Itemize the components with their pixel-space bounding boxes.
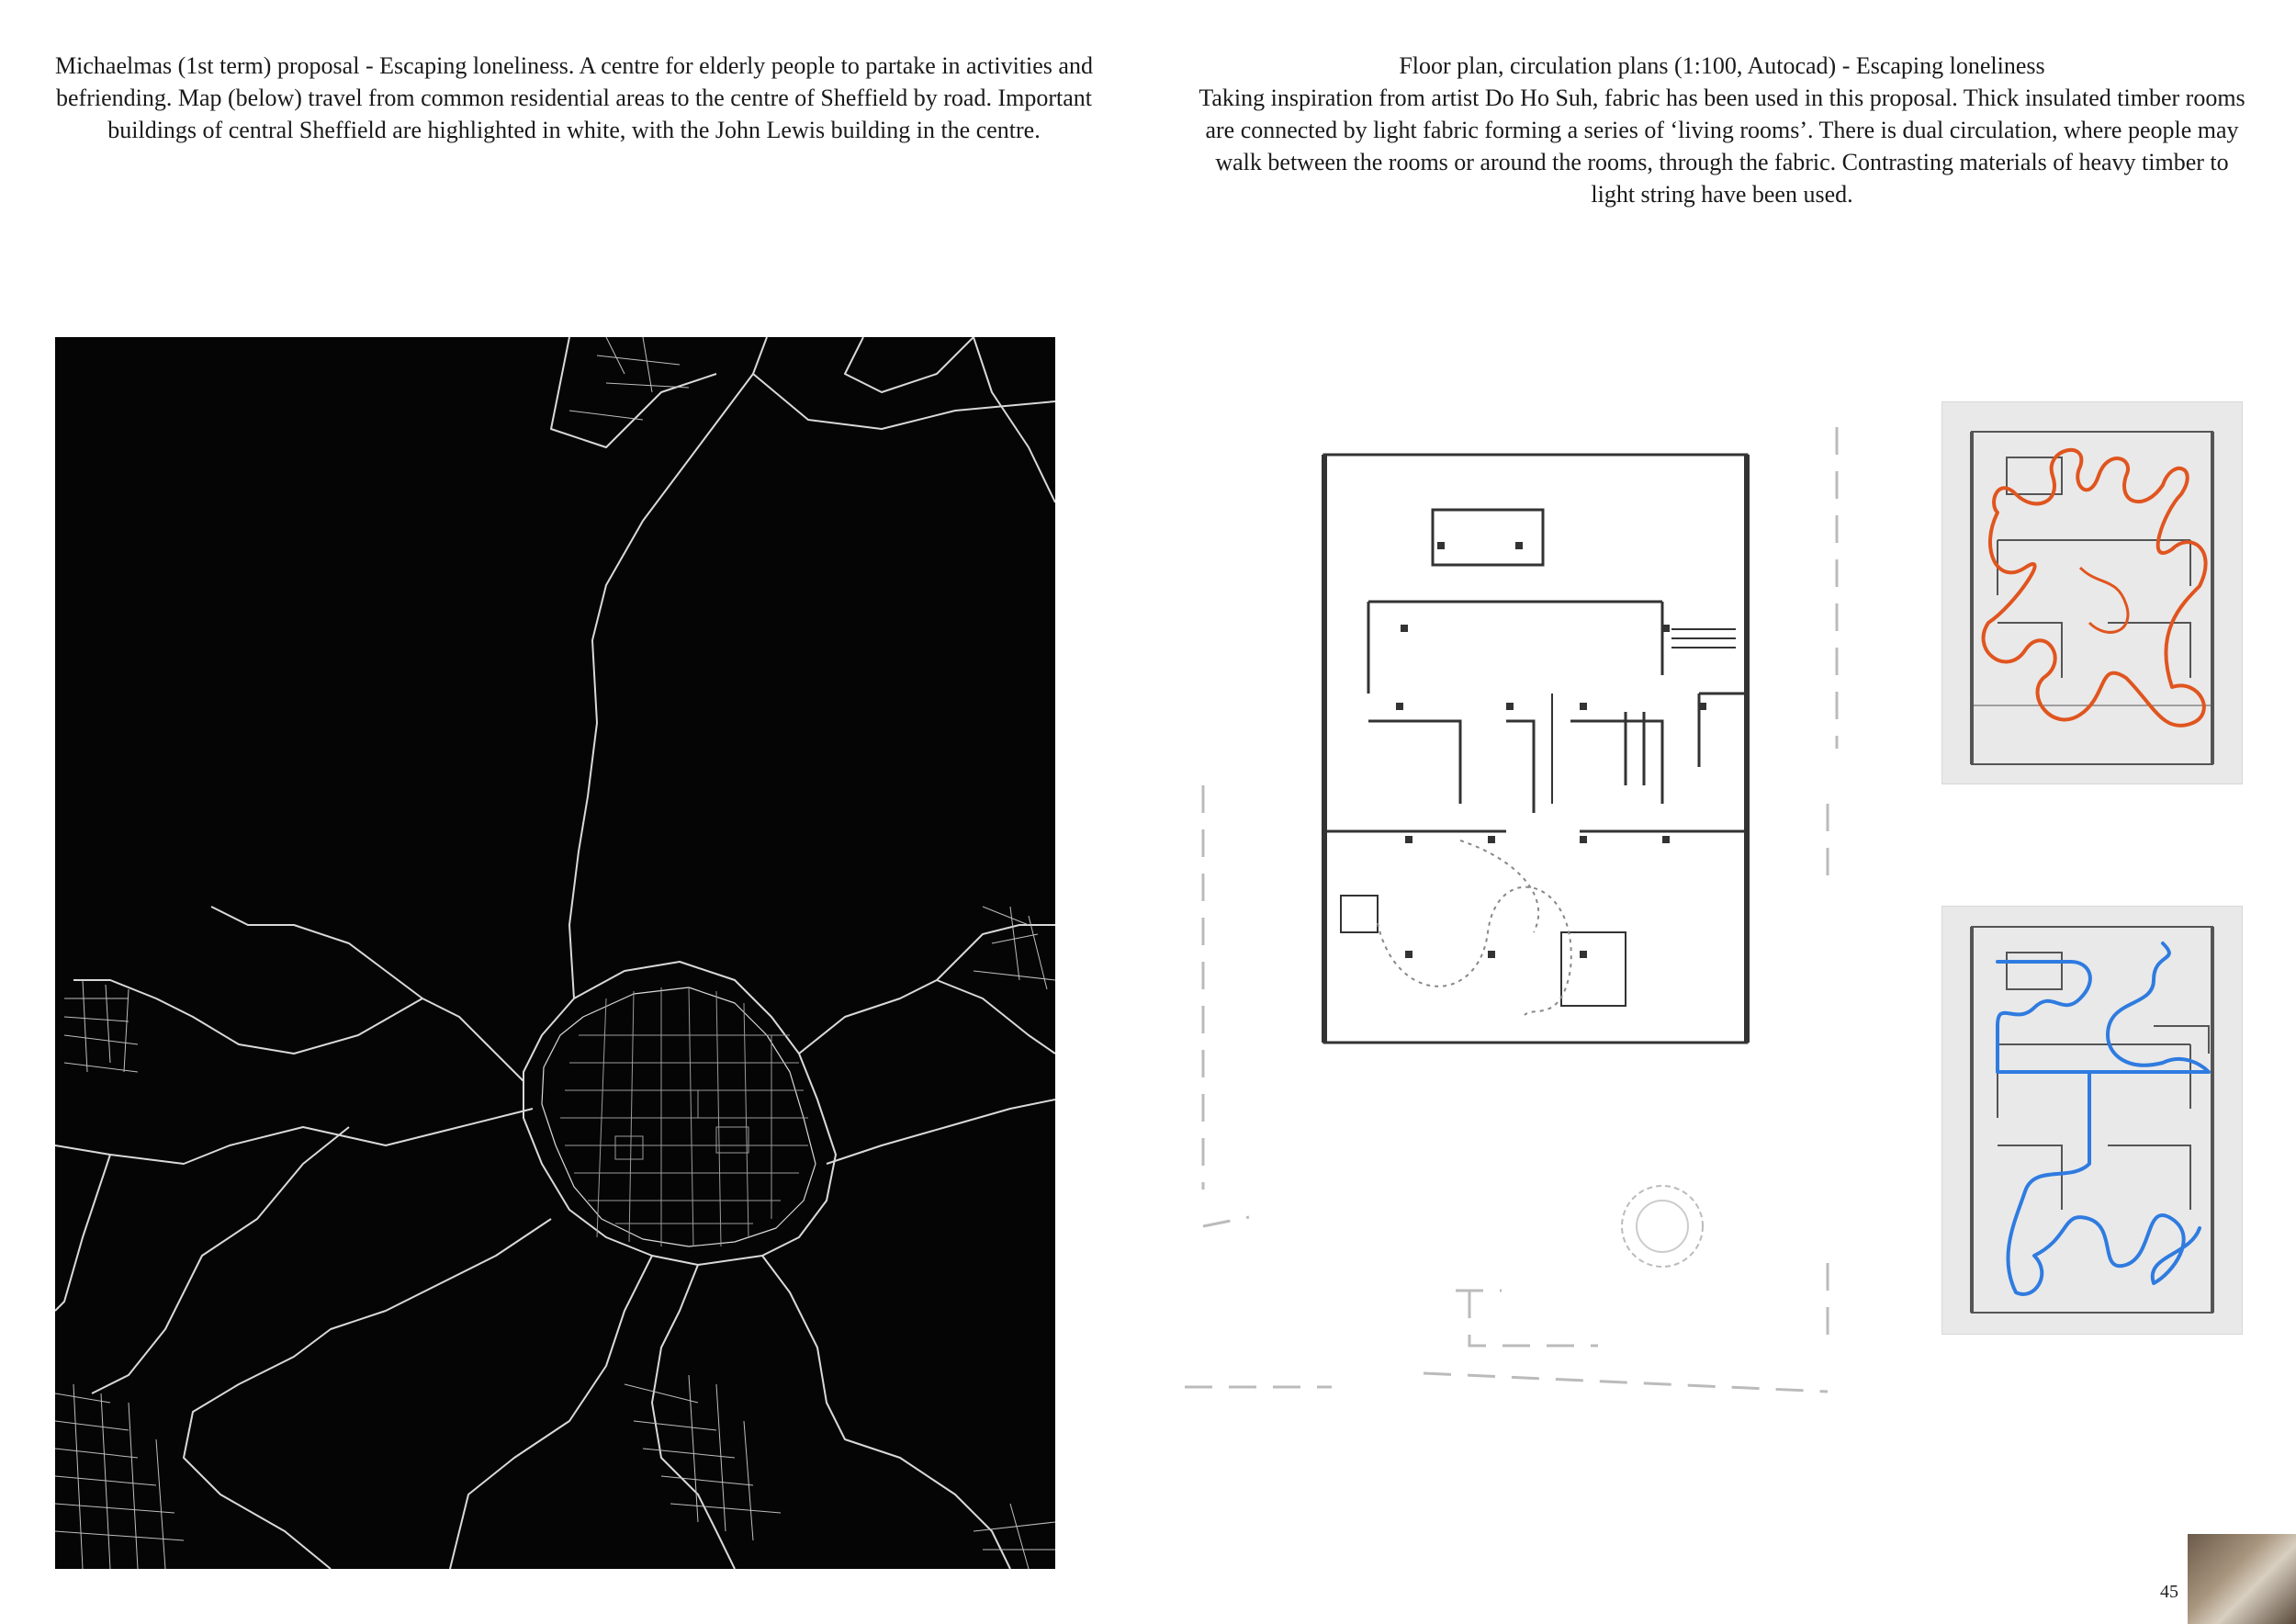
floor-plan-graphic bbox=[1185, 418, 1901, 1456]
sheffield-road-map bbox=[55, 337, 1055, 1569]
floor-plan bbox=[1185, 418, 1901, 1456]
room-circulation-plan bbox=[1941, 906, 2243, 1335]
page-number: 45 bbox=[2160, 1582, 2178, 1602]
fabric-circulation-graphic bbox=[1942, 402, 2242, 784]
fabric-circulation-plan bbox=[1941, 401, 2243, 784]
left-caption bbox=[51, 50, 1097, 146]
room-circulation-graphic bbox=[1942, 907, 2242, 1334]
right-caption-title: Floor plan, circulation plans (1:100, Autocad) - Escaping loneliness bbox=[1399, 52, 2045, 79]
thumbnail-image bbox=[2188, 1534, 2296, 1624]
left-caption-text: Michaelmas (1st term) proposal - Escaping loneliness. A centre for elderly people to partake in activities and befriending. Map (below) travel from common residential areas to the centre of Sheffield by road. Important buildings of central Sheffield are highlighted in white, with the John Lewis building in the centre. bbox=[55, 52, 1093, 143]
right-caption bbox=[1194, 50, 2250, 210]
road-map-graphic bbox=[55, 337, 1055, 1569]
right-caption-text: Taking inspiration from artist Do Ho Suh, fabric has been used in this proposal. Thick insulated timber rooms are connected by light fabric forming a series of ‘living rooms’. There is dual circulation, where people may walk between the rooms or around the rooms, through the fabric. Contrasting materials of heavy timber to light string have been used. bbox=[1199, 85, 2245, 208]
